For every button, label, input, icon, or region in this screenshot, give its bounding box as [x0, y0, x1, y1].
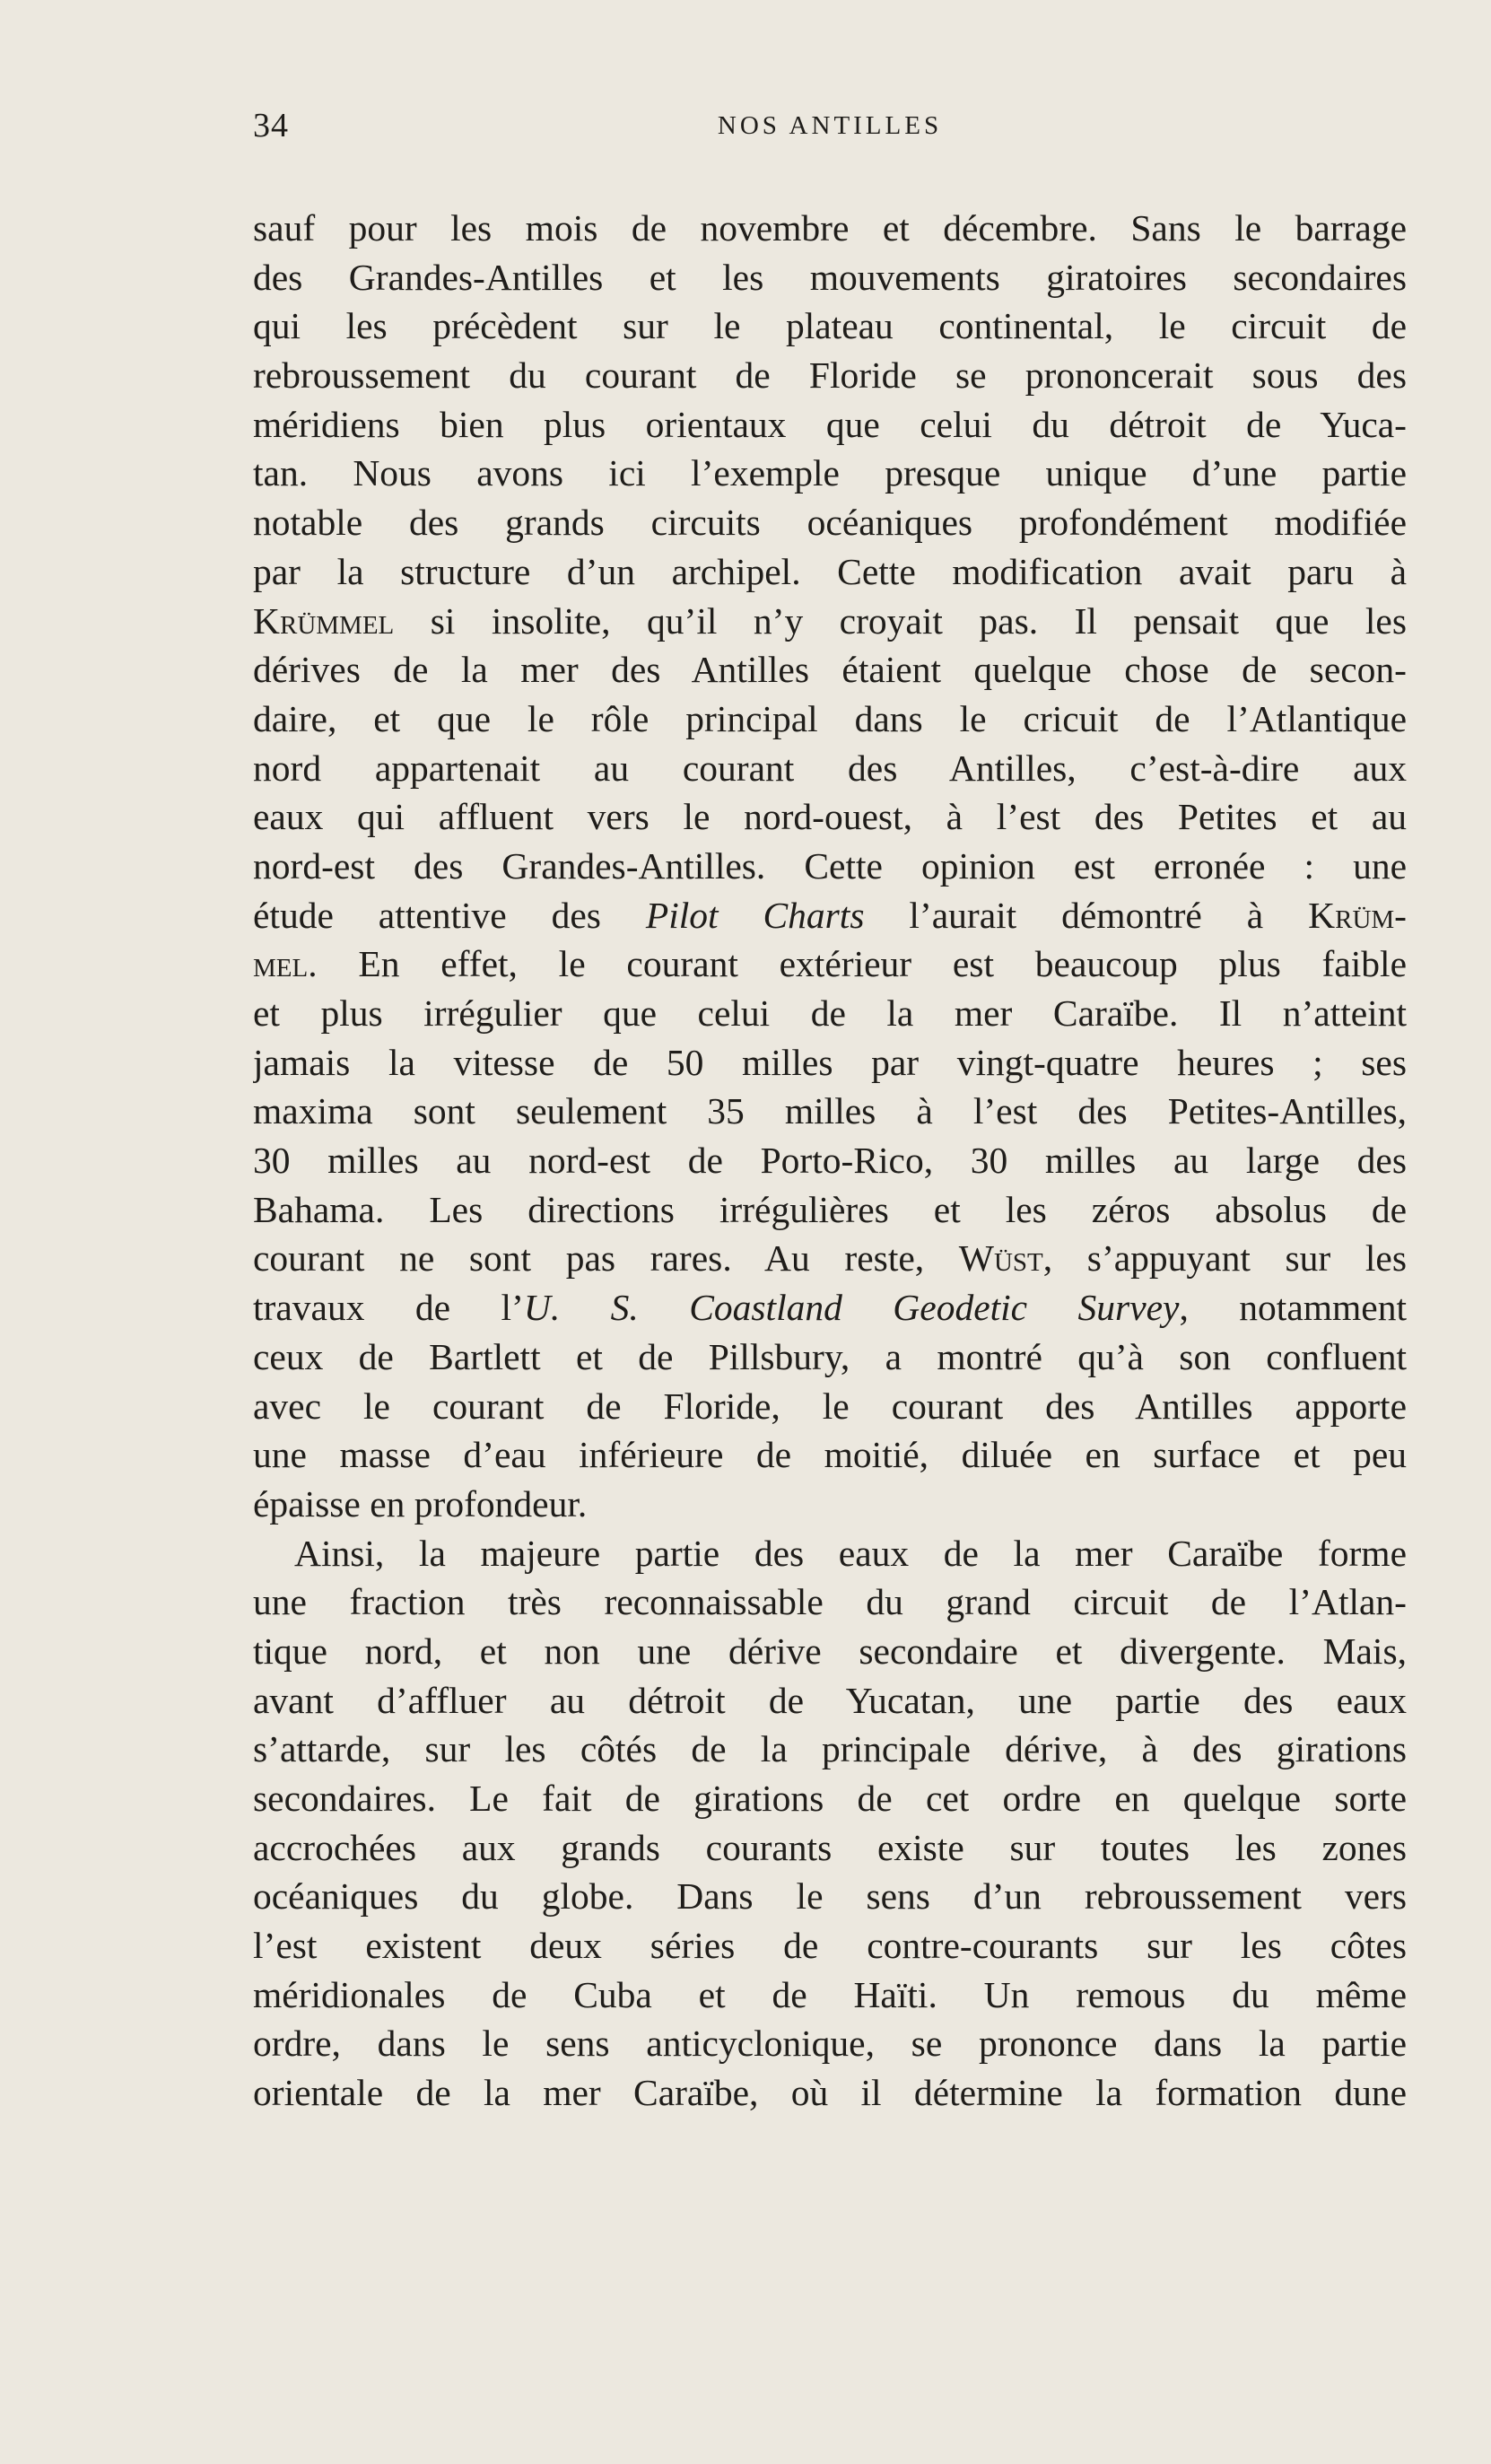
text-line: méridionales de Cuba et de Haïti. Un remous du même	[253, 1973, 1407, 2015]
text-line: accrochées aux grands courants existe sur toutes les zones	[253, 1826, 1407, 1868]
text-line: jamais la vitesse de 50 milles par vingt-quatre heures ; ses	[253, 1041, 1407, 1083]
text-line: notable des grands circuits océaniques profondément modifiée	[253, 502, 1407, 544]
work-title: U. S. Coastland Geodetic Survey	[523, 1287, 1180, 1329]
text-line: océaniques du globe. Dans le sens d’un rebroussement vers	[253, 1875, 1407, 1918]
text-line: ceux de Bartlett et de Pillsbury, a montré qu’à son confluent	[253, 1335, 1407, 1377]
text-line: Krümmel si insolite, qu’il n’y croyait pas. Il pensait que les	[253, 599, 1407, 642]
text-line: mel. En effet, le courant extérieur est beaucoup plus faible	[253, 943, 1407, 985]
body-text	[253, 204, 1407, 2118]
text-line: Bahama. Les directions irrégulières et les zéros absolus de	[253, 1188, 1407, 1230]
running-title: NOS ANTILLES	[717, 111, 943, 140]
running-head	[253, 106, 1407, 151]
author-name: Krümmel	[253, 599, 395, 642]
text-line: l’est existent deux séries de contre-courants sur les côtes	[253, 1925, 1407, 1967]
text-line: étude attentive des Pilot Charts l’aurait démontré à Krüm-	[253, 894, 1407, 936]
text-line: Ainsi, la majeure partie des eaux de la mer Caraïbe forme	[294, 1532, 1407, 1574]
text-line: tan. Nous avons ici l’exemple presque unique d’une partie	[253, 452, 1407, 494]
text-line: tique nord, et non une dérive secondaire et divergente. Mais,	[253, 1630, 1407, 1672]
text-line: qui les précèdent sur le plateau continental, le circuit de	[253, 305, 1407, 347]
text-line: méridiens bien plus orientaux que celui du détroit de Yuca-	[253, 403, 1407, 445]
author-name: mel	[253, 943, 309, 985]
text-line: travaux de l’U. S. Coastland Geodetic Survey, notamment	[253, 1287, 1407, 1329]
text-line: secondaires. Le fait de girations de cet ordre en quelque sorte	[253, 1778, 1407, 1819]
text-line: avec le courant de Floride, le courant des Antilles apporte	[253, 1385, 1407, 1427]
author-name: Krüm-	[1308, 894, 1407, 936]
text-line: ordre, dans le sens anticyclonique, se prononce dans la partie	[253, 2023, 1407, 2065]
text-line: s’attarde, sur les côtés de la principale dérive, à des girations	[253, 1728, 1407, 1770]
text-line: maxima sont seulement 35 milles à l’est des Petites-Antilles,	[253, 1090, 1407, 1132]
text-line: rebroussement du courant de Floride se prononcerait sous des	[253, 354, 1407, 397]
text-line: courant ne sont pas rares. Au reste, Wüst, s’appuyant sur les	[253, 1237, 1407, 1280]
text-line: des Grandes-Antilles et les mouvements giratoires secondaires	[253, 256, 1407, 298]
text-line: dérives de la mer des Antilles étaient quelque chose de secon-	[253, 649, 1407, 691]
text-line: nord-est des Grandes-Antilles. Cette opinion est erronée : une	[253, 844, 1407, 887]
author-name: Wüst	[958, 1237, 1043, 1280]
work-title: Pilot Charts	[645, 894, 865, 936]
text-line: épaisse en profondeur.	[253, 1482, 588, 1525]
text-line: par la structure d’un archipel. Cette modification avait paru à	[253, 550, 1407, 592]
text-line: avant d’affluer au détroit de Yucatan, une partie des eaux	[253, 1679, 1407, 1721]
text-line: sauf pour les mois de novembre et décembre. Sans le barrage	[253, 207, 1407, 249]
text-line: 30 milles au nord-est de Porto-Rico, 30 milles au large des	[253, 1140, 1407, 1182]
text-line: orientale de la mer Caraïbe, où il détermine la formation dune	[253, 2072, 1407, 2114]
text-line: une masse d’eau inférieure de moitié, diluée en surface et peu	[253, 1434, 1407, 1476]
text-line: et plus irrégulier que celui de la mer Caraïbe. Il n’atteint	[253, 992, 1407, 1034]
text-line: daire, et que le rôle principal dans le cricuit de l’Atlantique	[253, 697, 1407, 739]
page-number: 34	[253, 107, 289, 144]
text-line: nord appartenait au courant des Antilles, c’est-à-dire aux	[253, 747, 1407, 789]
text-line: une fraction très reconnaissable du grand circuit de l’Atlan-	[253, 1581, 1407, 1623]
text-line: eaux qui affluent vers le nord-ouest, à l’est des Petites et au	[253, 796, 1407, 838]
